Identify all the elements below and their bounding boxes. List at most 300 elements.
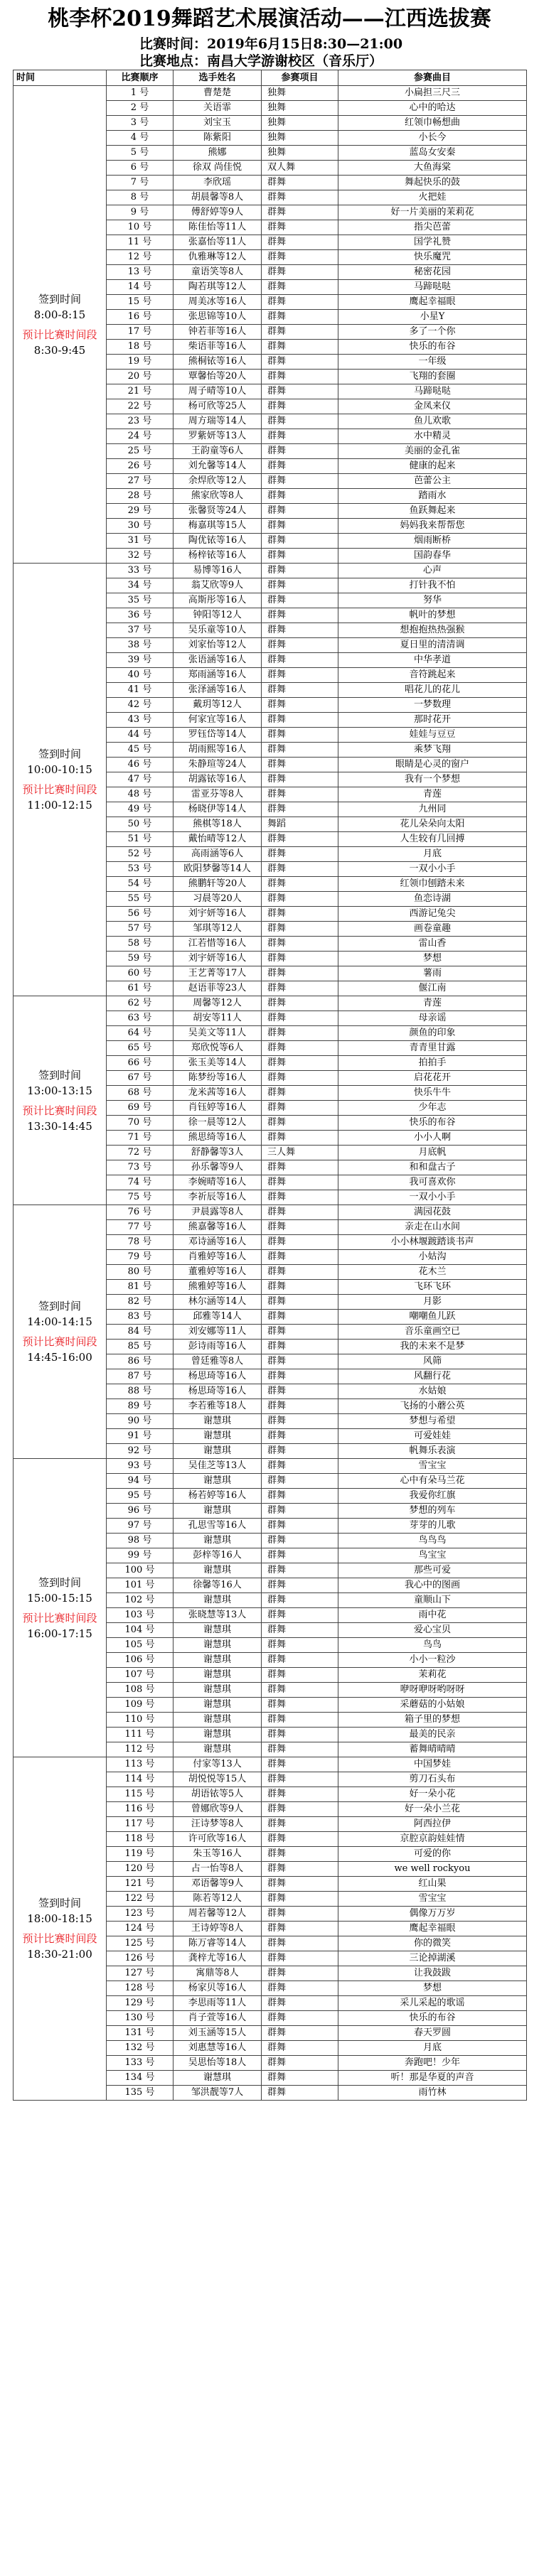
entry-order: 25 号	[107, 444, 174, 459]
table-row	[14, 1205, 527, 1220]
performance-period-label: 预计比赛时间段	[22, 783, 97, 796]
entry-work: 我的未来不是梦	[338, 1340, 527, 1354]
entry-order: 14 号	[107, 280, 174, 295]
entry-work: 剪刀石头布	[338, 1772, 527, 1787]
entry-order: 65 号	[107, 1041, 174, 1056]
contestant-name: 陈佳怡等11人	[174, 220, 262, 235]
contestant-name: 郑欣悦等6人	[174, 1041, 262, 1056]
entry-order: 129 号	[107, 1996, 174, 2011]
entry-order: 43 号	[107, 713, 174, 728]
entry-order: 69 号	[107, 1101, 174, 1116]
contestant-name: 杨梓铱等16人	[174, 549, 262, 564]
entry-work: 音符跳起来	[338, 668, 527, 683]
entry-order: 6 号	[107, 161, 174, 176]
entry-work: 火把娃	[338, 190, 527, 205]
entry-work: 听！那是华夏的声音	[338, 2071, 527, 2086]
contestant-name: 胡雨熙等16人	[174, 743, 262, 758]
entry-order: 73 号	[107, 1160, 174, 1175]
entry-order: 112 号	[107, 1742, 174, 1757]
table-header-row	[14, 70, 527, 86]
entry-work: 蓝岛女安秦	[338, 146, 527, 161]
entry-work: 京腔京韵娃娃情	[338, 1832, 527, 1847]
entry-project: 群舞	[262, 444, 338, 459]
entry-project: 群舞	[262, 608, 338, 623]
entry-work: 乘梦飞翔	[338, 743, 527, 758]
entry-work: 青青里甘露	[338, 1041, 527, 1056]
entry-order: 110 号	[107, 1713, 174, 1728]
contestant-name: 罗紫妍等13人	[174, 429, 262, 444]
entry-order: 102 号	[107, 1593, 174, 1608]
entry-project: 群舞	[262, 414, 338, 429]
contestant-name: 傅舒婷等9人	[174, 205, 262, 220]
entry-project: 群舞	[262, 1608, 338, 1623]
signin-time: 10:00-10:15	[27, 763, 92, 776]
entry-work: 鱼跃舞起来	[338, 504, 527, 519]
entry-order: 31 号	[107, 534, 174, 549]
entry-project: 群舞	[262, 504, 338, 519]
entry-project: 群舞	[262, 653, 338, 668]
entry-order: 91 号	[107, 1429, 174, 1444]
contestant-name: 邱雅等14人	[174, 1310, 262, 1325]
entry-order: 103 号	[107, 1608, 174, 1623]
entry-work: 最美的民亲	[338, 1728, 527, 1742]
entry-order: 57 号	[107, 922, 174, 937]
entry-work: 雨竹林	[338, 2086, 527, 2101]
entry-work: 人生较有几回搏	[338, 832, 527, 847]
schedule-body	[14, 86, 527, 2101]
table-row	[14, 1459, 527, 1474]
entry-order: 5 号	[107, 146, 174, 161]
entry-work: 风翻行花	[338, 1369, 527, 1384]
contestant-name: 谢慧琪	[174, 1444, 262, 1459]
entry-work: 舞起快乐的鼓	[338, 176, 527, 190]
entry-order: 132 号	[107, 2041, 174, 2056]
entry-order: 17 号	[107, 325, 174, 340]
entry-order: 66 号	[107, 1056, 174, 1071]
contestant-name: 杨可欣等25人	[174, 399, 262, 414]
contestant-name: 杨若婷等16人	[174, 1489, 262, 1504]
contestant-name: 尹晨露等8人	[174, 1205, 262, 1220]
entry-work: 心声	[338, 564, 527, 578]
contestant-name: 陶优铱等16人	[174, 534, 262, 549]
entry-project: 群舞	[262, 1653, 338, 1668]
entry-work: 秘密花园	[338, 265, 527, 280]
entry-order: 135 号	[107, 2086, 174, 2101]
contestant-name: 刘安娜等11人	[174, 1325, 262, 1340]
entry-work: 童顺山下	[338, 1593, 527, 1608]
contestant-name: 周子晴等10人	[174, 384, 262, 399]
contestant-name: 曹楚楚	[174, 86, 262, 101]
entry-work: 九州同	[338, 802, 527, 817]
contestant-name: 杨思琦等16人	[174, 1384, 262, 1399]
entry-work: 小小林堰踱踏谈书声	[338, 1235, 527, 1250]
entry-work: 鸟鸟鸟	[338, 1534, 527, 1548]
entry-project: 舞蹈	[262, 817, 338, 832]
entry-project: 群舞	[262, 474, 338, 489]
entry-order: 85 号	[107, 1340, 174, 1354]
contestant-name: 张晓慧等13人	[174, 1608, 262, 1623]
entry-order: 63 号	[107, 1011, 174, 1026]
entry-order: 23 号	[107, 414, 174, 429]
contestant-name: 刘允馨等14人	[174, 459, 262, 474]
entry-project: 群舞	[262, 489, 338, 504]
entry-order: 7 号	[107, 176, 174, 190]
contestant-name: 熊思绮等16人	[174, 1131, 262, 1146]
contestant-name: 占一怡等8人	[174, 1862, 262, 1877]
entry-work: 中华孝道	[338, 653, 527, 668]
entry-work: 帆舞乐表演	[338, 1444, 527, 1459]
entry-order: 93 号	[107, 1459, 174, 1474]
entry-work: 夏日里的清清调	[338, 638, 527, 653]
contestant-name: 谢慧琪	[174, 1638, 262, 1653]
contestant-name: 邓语馨等9人	[174, 1877, 262, 1892]
contestant-name: 谢慧琪	[174, 1593, 262, 1608]
entry-work: 花木兰	[338, 1265, 527, 1280]
entry-work: 我爱你红旗	[338, 1489, 527, 1504]
entry-work: 蓄舞晴晴晴	[338, 1742, 527, 1757]
contestant-name: 汪诗梦等8人	[174, 1817, 262, 1832]
entry-work: 鱼儿欢歌	[338, 414, 527, 429]
entry-work: 青莲	[338, 996, 527, 1011]
entry-work: 一双小小手	[338, 862, 527, 877]
contestant-name: 余焊欣等12人	[174, 474, 262, 489]
entry-order: 38 号	[107, 638, 174, 653]
entry-order: 95 号	[107, 1489, 174, 1504]
entry-project: 群舞	[262, 966, 338, 981]
entry-project: 群舞	[262, 310, 338, 325]
entry-order: 12 号	[107, 250, 174, 265]
entry-project: 群舞	[262, 325, 338, 340]
entry-order: 111 号	[107, 1728, 174, 1742]
entry-work: 爱心宝贝	[338, 1623, 527, 1638]
entry-work: 偃江南	[338, 981, 527, 996]
entry-project: 群舞	[262, 862, 338, 877]
entry-project: 群舞	[262, 1563, 338, 1578]
entry-project: 群舞	[262, 787, 338, 802]
contestant-name: 杨家贝等16人	[174, 1981, 262, 1996]
entry-project: 群舞	[262, 220, 338, 235]
entry-work: 马蹄哒哒	[338, 384, 527, 399]
entry-work: 鸟鸟	[338, 1638, 527, 1653]
entry-work: 我心中的图画	[338, 1578, 527, 1593]
entry-work: 雪宝宝	[338, 1459, 527, 1474]
entry-work: 偶像万万岁	[338, 1907, 527, 1922]
session-time-cell	[14, 996, 107, 1205]
signin-label: 签到时间	[38, 1300, 81, 1313]
entry-order: 108 号	[107, 1683, 174, 1698]
entry-order: 104 号	[107, 1623, 174, 1638]
entry-work: 咿呀咿呀哟呀呀	[338, 1683, 527, 1698]
entry-order: 26 号	[107, 459, 174, 474]
entry-work: 嘲嘲鱼儿跃	[338, 1310, 527, 1325]
contestant-name: 刘家怡等12人	[174, 638, 262, 653]
entry-order: 107 号	[107, 1668, 174, 1683]
contestant-name: 刘宇妍等16人	[174, 952, 262, 966]
contestant-name: 刘宝玉	[174, 116, 262, 131]
entry-project: 群舞	[262, 1086, 338, 1101]
header-work: 参赛曲目	[338, 70, 527, 86]
entry-work: 梦想	[338, 952, 527, 966]
entry-order: 68 号	[107, 1086, 174, 1101]
contestant-name: 周馨等12人	[174, 996, 262, 1011]
entry-order: 55 号	[107, 892, 174, 907]
contestant-name: 习晨等20人	[174, 892, 262, 907]
entry-order: 97 号	[107, 1519, 174, 1534]
entry-work: 我有一个梦想	[338, 772, 527, 787]
contestant-name: 谢慧琪	[174, 1563, 262, 1578]
entry-order: 78 号	[107, 1235, 174, 1250]
entry-order: 71 号	[107, 1131, 174, 1146]
entry-project: 群舞	[262, 1951, 338, 1966]
entry-project: 群舞	[262, 1698, 338, 1713]
entry-work: 阿西拉伊	[338, 1817, 527, 1832]
contestant-name: 舒静馨等3人	[174, 1146, 262, 1160]
competition-time: 比赛时间：2019年6月15日8:30—21:00	[139, 36, 403, 52]
contestant-name: 谢慧琪	[174, 1429, 262, 1444]
entry-work: 那些可爱	[338, 1563, 527, 1578]
contestant-name: 张嘉怡等11人	[174, 235, 262, 250]
entry-project: 群舞	[262, 1847, 338, 1862]
entry-project: 群舞	[262, 1683, 338, 1698]
entry-order: 27 号	[107, 474, 174, 489]
entry-work: 快乐魔咒	[338, 250, 527, 265]
entry-project: 群舞	[262, 1519, 338, 1534]
entry-work: 红领巾畅想曲	[338, 116, 527, 131]
entry-project: 群舞	[262, 1578, 338, 1593]
entry-order: 30 号	[107, 519, 174, 534]
entry-project: 群舞	[262, 1011, 338, 1026]
session-time-cell	[14, 1757, 107, 2101]
entry-project: 群舞	[262, 384, 338, 399]
entry-project: 群舞	[262, 1981, 338, 1996]
contestant-name: 董雅婷等16人	[174, 1265, 262, 1280]
contestant-name: 刘惠慧等16人	[174, 2041, 262, 2056]
session-time-cell	[14, 86, 107, 564]
contestant-name: 李婉晴等16人	[174, 1175, 262, 1190]
entry-project: 群舞	[262, 996, 338, 1011]
entry-order: 117 号	[107, 1817, 174, 1832]
contestant-name: 覃馨怡等20人	[174, 370, 262, 384]
entry-work: 拍拍手	[338, 1056, 527, 1071]
entry-project: 群舞	[262, 1668, 338, 1683]
entry-order: 125 号	[107, 1936, 174, 1951]
entry-order: 61 号	[107, 981, 174, 996]
entry-order: 88 号	[107, 1384, 174, 1399]
entry-project: 群舞	[262, 892, 338, 907]
entry-project: 群舞	[262, 1369, 338, 1384]
entry-order: 134 号	[107, 2071, 174, 2086]
entry-project: 群舞	[262, 1190, 338, 1205]
contestant-name: 邓诗涵等16人	[174, 1235, 262, 1250]
entry-project: 群舞	[262, 2056, 338, 2071]
entry-project: 群舞	[262, 668, 338, 683]
contestant-name: 谢慧琪	[174, 1728, 262, 1742]
entry-work: 快乐的布谷	[338, 2011, 527, 2026]
entry-work: 小星Y	[338, 310, 527, 325]
contestant-name: 孔思雪等16人	[174, 1519, 262, 1534]
contestant-name: 张思锦等10人	[174, 310, 262, 325]
header-order: 比赛顺序	[107, 70, 174, 86]
entry-work: 箱子里的梦想	[338, 1713, 527, 1728]
entry-project: 群舞	[262, 1877, 338, 1892]
entry-order: 96 号	[107, 1504, 174, 1519]
contestant-name: 胡语铱等5人	[174, 1787, 262, 1802]
entry-order: 113 号	[107, 1757, 174, 1772]
entry-project: 群舞	[262, 1414, 338, 1429]
entry-work: 梦想	[338, 1981, 527, 1996]
entry-project: 群舞	[262, 683, 338, 698]
entry-work: 鹰起幸福眼	[338, 1922, 527, 1936]
entry-order: 19 号	[107, 355, 174, 370]
entry-work: 画卷童趣	[338, 922, 527, 937]
entry-work: 月底	[338, 2041, 527, 2056]
entry-order: 121 号	[107, 1877, 174, 1892]
entry-work: 梦想的列车	[338, 1504, 527, 1519]
entry-work: 可爱的你	[338, 1847, 527, 1862]
entry-order: 10 号	[107, 220, 174, 235]
contestant-name: 熊家欣等8人	[174, 489, 262, 504]
entry-order: 2 号	[107, 101, 174, 116]
table-row	[14, 1757, 527, 1772]
entry-project: 群舞	[262, 1862, 338, 1877]
entry-work: 亲走在山水间	[338, 1220, 527, 1235]
entry-project: 群舞	[262, 1757, 338, 1772]
entry-order: 92 号	[107, 1444, 174, 1459]
contestant-name: 曾廷雅等8人	[174, 1354, 262, 1369]
entry-order: 8 号	[107, 190, 174, 205]
entry-order: 39 号	[107, 653, 174, 668]
contestant-name: 刘玉涵等15人	[174, 2026, 262, 2041]
entry-order: 89 号	[107, 1399, 174, 1414]
entry-work: 一年级	[338, 355, 527, 370]
contestant-name: 赵语菲等23人	[174, 981, 262, 996]
entry-order: 54 号	[107, 877, 174, 892]
entry-project: 群舞	[262, 1071, 338, 1086]
signin-time: 18:00-18:15	[27, 1912, 92, 1925]
entry-work: 水中精灵	[338, 429, 527, 444]
entry-order: 53 号	[107, 862, 174, 877]
entry-project: 群舞	[262, 1534, 338, 1548]
contestant-name: 徐一晨等12人	[174, 1116, 262, 1131]
contestant-name: 张语涵等16人	[174, 653, 262, 668]
performance-period-time: 14:45-16:00	[27, 1351, 92, 1364]
entry-project: 三人舞	[262, 1146, 338, 1160]
entry-project: 群舞	[262, 1593, 338, 1608]
entry-order: 133 号	[107, 2056, 174, 2071]
entry-work: 国韵春华	[338, 549, 527, 564]
entry-order: 24 号	[107, 429, 174, 444]
contestant-name: 孙乐馨等9人	[174, 1160, 262, 1175]
entry-order: 84 号	[107, 1325, 174, 1340]
entry-order: 36 号	[107, 608, 174, 623]
entry-project: 群舞	[262, 355, 338, 370]
contestant-name: 钟阳等12人	[174, 608, 262, 623]
entry-project: 群舞	[262, 623, 338, 638]
entry-project: 群舞	[262, 1802, 338, 1817]
entry-work: 踏雨水	[338, 489, 527, 504]
entry-work: 努华	[338, 593, 527, 608]
entry-order: 106 号	[107, 1653, 174, 1668]
contestant-name: 熊棋等18人	[174, 817, 262, 832]
signin-time: 8:00-8:15	[33, 308, 86, 321]
entry-order: 80 号	[107, 1265, 174, 1280]
entry-work: 心中有朵马兰花	[338, 1474, 527, 1489]
entry-order: 44 号	[107, 728, 174, 743]
entry-work: 梦想与希望	[338, 1414, 527, 1429]
contestant-name: 王诗婷等8人	[174, 1922, 262, 1936]
contestant-name: 肖雅婷等16人	[174, 1250, 262, 1265]
entry-project: 群舞	[262, 2011, 338, 2026]
entry-order: 79 号	[107, 1250, 174, 1265]
entry-work: 红领巾刨踏未来	[338, 877, 527, 892]
entry-order: 81 号	[107, 1280, 174, 1295]
entry-work: 小扁担三尺三	[338, 86, 527, 101]
entry-work: 可爱娃娃	[338, 1429, 527, 1444]
entry-project: 群舞	[262, 549, 338, 564]
entry-project: 群舞	[262, 1907, 338, 1922]
entry-project: 群舞	[262, 1116, 338, 1131]
entry-order: 131 号	[107, 2026, 174, 2041]
entry-order: 1 号	[107, 86, 174, 101]
entry-work: 水姑娘	[338, 1384, 527, 1399]
performance-period-time: 8:30-9:45	[33, 343, 86, 357]
entry-work: 好一片美丽的茉莉花	[338, 205, 527, 220]
contestant-name: 张馨贤等24人	[174, 504, 262, 519]
contestant-name: 龙米茜等16人	[174, 1086, 262, 1101]
entry-project: 独舞	[262, 101, 338, 116]
entry-order: 101 号	[107, 1578, 174, 1593]
entry-work: 好一朵小花	[338, 1787, 527, 1802]
entry-work: 打针我不怕	[338, 578, 527, 593]
contestant-name: 王艺菁等17人	[174, 966, 262, 981]
entry-project: 群舞	[262, 1922, 338, 1936]
entry-work: 那时花开	[338, 713, 527, 728]
contestant-name: 朱玉等16人	[174, 1847, 262, 1862]
entry-work: 雪宝宝	[338, 1892, 527, 1907]
contestant-name: 熊娜	[174, 146, 262, 161]
entry-order: 18 号	[107, 340, 174, 355]
entry-project: 群舞	[262, 1936, 338, 1951]
entry-work: 妈妈我来帮帮您	[338, 519, 527, 534]
contestant-name: 戴怡晴等12人	[174, 832, 262, 847]
entry-order: 70 号	[107, 1116, 174, 1131]
contestant-name: 谢慧琪	[174, 1534, 262, 1548]
entry-work: 大鱼海棠	[338, 161, 527, 176]
entry-project: 群舞	[262, 1474, 338, 1489]
signin-label: 签到时间	[38, 748, 81, 760]
entry-project: 群舞	[262, 295, 338, 310]
contestant-name: 胡安等11人	[174, 1011, 262, 1026]
entry-order: 64 号	[107, 1026, 174, 1041]
contestant-name: 吴佳芝等13人	[174, 1459, 262, 1474]
entry-work: 小小人啊	[338, 1131, 527, 1146]
contestant-name: 许可欣等16人	[174, 1832, 262, 1847]
signin-label: 签到时间	[38, 1575, 81, 1589]
entry-project: 群舞	[262, 743, 338, 758]
entry-order: 59 号	[107, 952, 174, 966]
entry-work: 指尖芭蕾	[338, 220, 527, 235]
contestant-name: 熊雅婷等16人	[174, 1280, 262, 1295]
entry-order: 13 号	[107, 265, 174, 280]
contestant-name: 吴美文等11人	[174, 1026, 262, 1041]
signin-label: 签到时间	[38, 1068, 81, 1082]
entry-order: 37 号	[107, 623, 174, 638]
entry-work: 多了一个你	[338, 325, 527, 340]
contestant-name: 胡晨馨等8人	[174, 190, 262, 205]
entry-work: 芽芽的儿歌	[338, 1519, 527, 1534]
entry-order: 98 号	[107, 1534, 174, 1548]
entry-work: 鹰起幸福眼	[338, 295, 527, 310]
